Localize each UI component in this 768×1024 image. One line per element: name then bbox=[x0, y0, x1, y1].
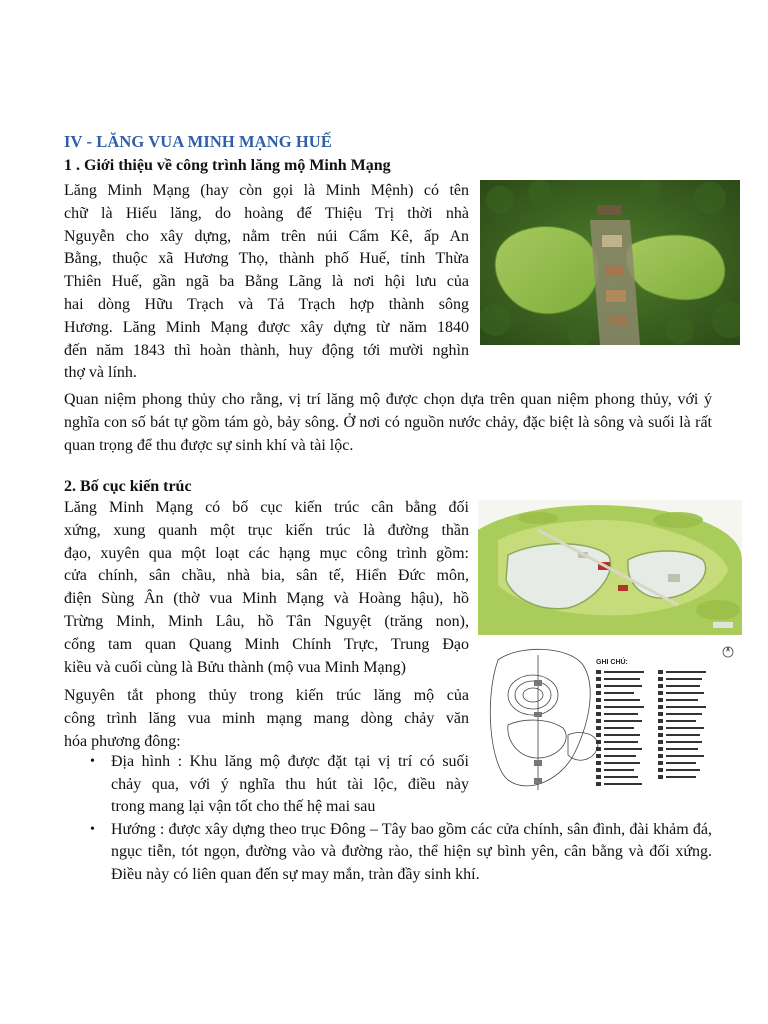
bullet-item-terrain bbox=[90, 751, 469, 819]
feng-shui-bullet-list bbox=[90, 751, 712, 886]
paragraph-line: Nguyên tắt phong thủy trong kiến trúc lăng mộ của bbox=[64, 687, 469, 704]
paragraph-line: Lăng Minh Mạng có bố cục kiến trúc cân bằng đối bbox=[64, 499, 469, 516]
paragraph-line: cửa chính, sân chầu, nhà bia, sân tế, Hiển Đức môn, bbox=[64, 567, 469, 585]
paragraph-line: đến năm 1843 thì hoàn thành, huy động tới mười nghìn bbox=[64, 341, 469, 359]
bullet-item-orientation bbox=[90, 819, 712, 887]
site-model-illustration bbox=[478, 500, 742, 635]
section-2-heading: 2. Bố cục kiến trúc bbox=[64, 478, 192, 495]
paragraph-line: Trừng Minh, Minh Lâu, hồ Tân Nguyệt (trăng non), bbox=[64, 612, 469, 630]
bullet-line: trong mang lại vận tốt cho thế hệ mai sau bbox=[111, 798, 376, 815]
section-1-intro-paragraph bbox=[64, 180, 469, 385]
bullet-line: chảy qua, với ý nghĩa thu hút tài lộc, điều này bbox=[111, 775, 469, 793]
bullet-dot-icon: • bbox=[90, 754, 95, 769]
paragraph-line: Hương. Lăng Minh Mạng được xây dựng từ năm 1840 bbox=[64, 318, 469, 336]
paragraph-line: cổng tam quan Quang Minh Chính Trực, Trung Đạo bbox=[64, 635, 469, 653]
feng-shui-principles-paragraph bbox=[64, 685, 469, 753]
paragraph-line: hai dòng Hữu Trạch và Tả Trạch hợp thành sông bbox=[64, 295, 469, 313]
feng-shui-paragraph: Quan niệm phong thủy cho rằng, vị trí lăng mộ được chọn dựa trên quan niệm phong thủy, với ý nghĩa con số bát tự gồm tám gò, bảy sông. Ở nơi có nguồn nước chảy, đặc biệt là sông và suối là rất quan trọng để thu được sự sinh khí và tài lộc. bbox=[64, 391, 712, 454]
bullet-line: Địa hình : Khu lăng mộ được đặt tại vị trí có suối bbox=[111, 753, 469, 770]
paragraph-line: Lăng Minh Mạng (hay còn gọi là Minh Mệnh) có tên bbox=[64, 182, 469, 199]
bullet-dot-icon: • bbox=[90, 821, 95, 837]
paragraph-line: xứng, xung quanh một trục kiến trúc là đường thần bbox=[64, 521, 469, 539]
paragraph-line: chữ là Hiếu lăng, do hoàng đế Thiệu Trị thời nhà bbox=[64, 204, 469, 222]
paragraph-line: Nguyễn cho xây dựng, nằm trên núi Cẩm Kê, ấp An bbox=[64, 227, 469, 245]
section-2-layout-paragraph bbox=[64, 497, 469, 679]
section-1-heading: 1 . Giới thiệu về công trình lăng mộ Minh Mạng bbox=[64, 157, 391, 174]
paragraph-line: Bằng, thuộc xã Hương Thọ, thành phố Huế, tỉnh Thừa bbox=[64, 250, 469, 268]
legend-title: GHI CHÚ: bbox=[596, 659, 628, 666]
paragraph-line: kiều và cuối cùng là Bửu thành (mộ vua Minh Mạng) bbox=[64, 658, 406, 676]
paragraph-line: điện Sùng Ân (thờ vua Minh Mạng và Hoàng hậu), hồ bbox=[64, 590, 469, 608]
paragraph-line: đạo, xuyên qua một loạt các hạng mục công trình gồm: bbox=[64, 544, 469, 562]
page-title: IV - LĂNG VUA MINH MẠNG HUẾ bbox=[64, 132, 332, 151]
paragraph-line: hóa phương đông: bbox=[64, 732, 181, 750]
aerial-photo-mausoleum bbox=[480, 180, 740, 345]
bullet-text: Hướng : được xây dựng theo trục Đông – Tây bao gồm các cửa chính, sân đình, đài khảm đá, ngục tiễn, tót ngọn, đường vào và đường rào, thể hiện sự bình yên, cân bằng và đối xứng. Điều này có liên quan đến sự may mắn, tràn đầy sinh khí. bbox=[111, 820, 712, 883]
paragraph-line: Thiên Huế, gần ngã ba Bằng Lãng là nơi hội lưu của bbox=[64, 273, 469, 291]
paragraph-line: công trình lăng vua minh mạng mang dòng chảy văn bbox=[64, 709, 469, 727]
paragraph-line: thợ và lính. bbox=[64, 364, 137, 382]
